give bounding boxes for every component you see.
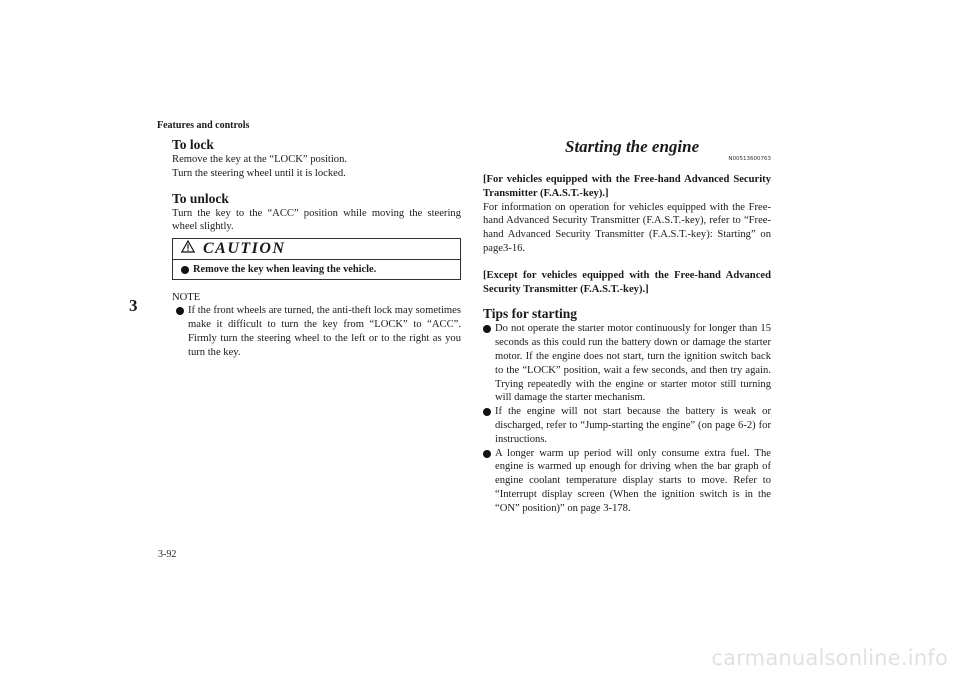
bullet-icon — [176, 307, 184, 315]
lock-line: Remove the key at the “LOCK” position. — [172, 154, 348, 165]
page-number: 3-92 — [158, 549, 177, 560]
caution-box — [172, 238, 461, 280]
warning-triangle-icon — [181, 240, 195, 258]
chapter-tab: 3 — [129, 296, 138, 315]
unlock-heading: To unlock — [172, 190, 229, 206]
watermark: carmanualsonline.info — [711, 646, 948, 670]
tip-text: Do not operate the starter motor continuously for longer than 15 seconds as this could run the battery down or damage the starter motor. If the engine does not start, turn the ignition switch back to the “LOCK” position, wait a few seconds, and then try again. Trying repeatedly with the engine or starter motor still turning will damage the starter mechanism. — [495, 323, 771, 404]
bullet-icon — [483, 408, 491, 416]
section-header: Features and controls — [157, 120, 250, 131]
list-item — [483, 405, 771, 446]
reference-code: N00513600763 — [728, 156, 771, 162]
right-column — [483, 137, 771, 516]
tip-text: A longer warm up period will only consume extra fuel. The engine is warmed up enough for driving when the bar graph of engine coolant temperature display starts to move. Refer to “Interrupt display screen (When the ignition switch is in the “ON” position)” on page 3-178. — [495, 447, 771, 514]
lock-heading: To lock — [172, 137, 214, 152]
tips-heading: Tips for starting — [483, 306, 578, 322]
fast-text: For information on operation for vehicles equipped with the Free-hand Advanced Security Transmitter (F.A.S.T.-key), refer to “Free-hand Advanced Security Transmitter (F.A.S.T.-key): Starting” on page3-16. — [483, 201, 771, 254]
except-heading: [Except for vehicles equipped with the Free-hand Advanced Security Transmitter (F.A.S.T.-key).] — [483, 269, 771, 295]
fast-heading: [For vehicles equipped with the Free-hand Advanced Security Transmitter (F.A.S.T.-key).] — [483, 174, 771, 199]
unlock-text: Turn the key to the “ACC” position while moving the steering wheel slightly. — [172, 207, 461, 233]
caution-header — [173, 239, 460, 260]
list-item — [483, 447, 771, 516]
list-item — [483, 322, 771, 405]
note-item — [176, 304, 461, 359]
bullet-icon — [181, 266, 189, 274]
title-row — [483, 137, 771, 162]
bullet-icon — [483, 325, 491, 333]
caution-title: CAUTION — [203, 240, 286, 258]
lock-line: Turn the steering wheel until it is locked. — [172, 167, 346, 179]
note-label: NOTE — [172, 292, 201, 304]
tips-list — [483, 322, 771, 515]
caution-text: Remove the key when leaving the vehicle. — [193, 264, 377, 276]
section-title: Starting the engine — [565, 137, 700, 156]
tip-text: If the engine will not start because the battery is weak or discharged, refer to “Jump-starting the engine” (on page 6-2) for instructions. — [495, 406, 771, 445]
note-text: If the front wheels are turned, the anti-theft lock may sometimes make it difficult to turn the key from “LOCK” to “ACC”. Firmly turn the steering wheel to the left or to the right as you turn the key. — [188, 305, 461, 358]
bullet-icon — [483, 450, 491, 458]
left-column — [172, 137, 461, 359]
caution-item — [173, 260, 460, 279]
